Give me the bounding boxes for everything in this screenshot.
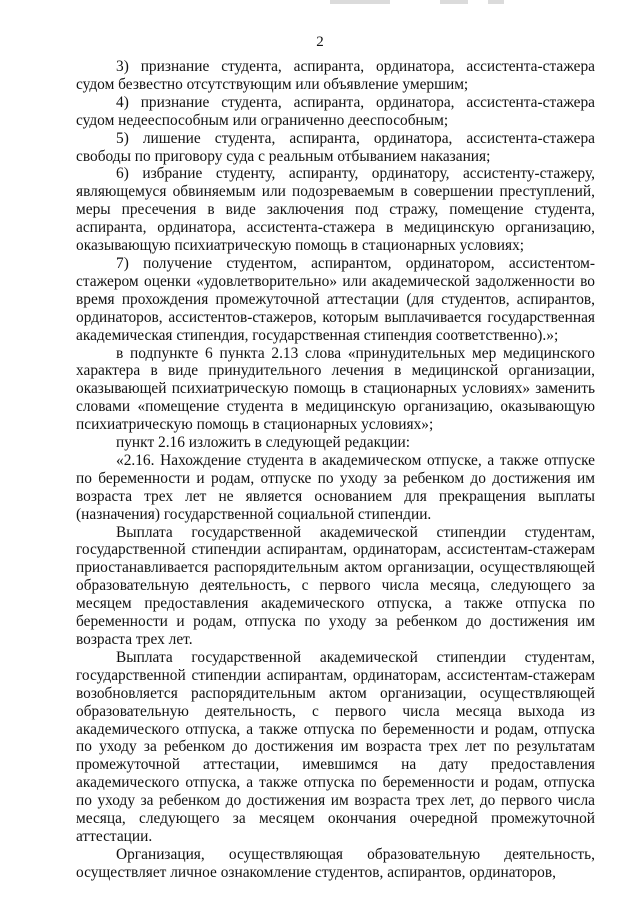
paragraph-organization-notice: Организация, осуществляющая образовательную деятельность, осуществляет личное ознакомление студентов, аспирантов, ординаторов, (76, 845, 595, 881)
paragraph-item-6: 6) избрание студенту, аспиранту, ординатору, ассистенту-стажеру, являющемуся обвиняемым или подозреваемым в совершении преступлений, меры пресечения в виде заключения под стражу, помещение студента, аспиранта, ординатора, ассистента-стажера в медицинскую организацию, оказывающую психиатрическую помощь в стационарных условиях; (76, 165, 595, 255)
paragraph-subpoint-6-amendment: в подпункте 6 пункта 2.13 слова «принудительных мер медицинского характера в виде принудительного лечения в медицинской организации, оказывающей психиатрическую помощь в стационарных условиях» заменить словами «помещение студента в медицинскую организацию, оказывающую психиатрическую помощь в стационарных условиях»; (76, 344, 595, 434)
paragraph-item-3: 3) признание студента, аспиранта, ординатора, ассистента-стажера судом безвестно отсутствующим или объявление умершим; (76, 58, 595, 93)
paragraph-stipend-suspension: Выплата государственной академической стипендии студентам, государственной стипендии аспирантам, ординаторам, ассистентам-стажерам приостанавливается распорядительным актом организации, осуществляющей образовательную деятельность, с первого числа месяца, следующего за месяцем предоставления академического отпуска, а также отпуска по беременности и родам, отпуска по уходу за ребенком до достижения им возраста трех лет. (76, 523, 595, 648)
paragraph-stipend-resumption: Выплата государственной академической стипендии студентам, государственной стипендии аспирантам, ординаторам, ассистентам-стажерам возобновляется распорядительным актом организации, осуществляющей образовательную деятельность, с первого числа месяца выхода из академического отпуска, а также отпуска по беременности и родам, отпуска по уходу за ребенком до достижения им возраста трех лет по результатам промежуточной аттестации, имевшимся на дату предоставления академического отпуска, а также отпуска по беременности и родам, отпуска по уходу за ребенком до достижения им возраста трех лет, до первого числа месяца, следующего за месяцем окончания очередной промежуточной аттестации. (76, 648, 595, 845)
paragraph-2-16-intro: пункт 2.16 изложить в следующей редакции: (116, 434, 411, 452)
scan-artifact (330, 0, 390, 4)
scan-artifact (488, 0, 504, 4)
scan-artifact (440, 0, 468, 4)
paragraph-item-4: 4) признание студента, аспиранта, ординатора, ассистента-стажера судом недееспособным или ограниченно дееспособным; (76, 93, 595, 129)
document-text (76, 58, 595, 882)
paragraph-item-7: 7) получение студентом, аспирантом, ординатором, ассистентом-стажером оценки «удовлетворительно» или академической задолженности во время прохождения промежуточной аттестации (для студентов, аспирантов, ординаторов, ассистентов-стажеров, которым выплачивается государственная академическая стипендия, государственная стипендия соответственно).»; (76, 254, 595, 344)
paragraph-2-16-text: «2.16. Нахождение студента в академическом отпуске, а также отпуске по беременности и родам, отпуске по уходу за ребенком до достижения им возраста трех лет не является основанием для прекращения выплаты (назначения) государственной социальной стипендии. (76, 451, 595, 523)
page-number: 2 (316, 34, 324, 50)
paragraph-item-5: 5) лишение студента, аспиранта, ординатора, ассистента-стажера свободы по приговору суда с реальным отбыванием наказания; (76, 129, 595, 165)
